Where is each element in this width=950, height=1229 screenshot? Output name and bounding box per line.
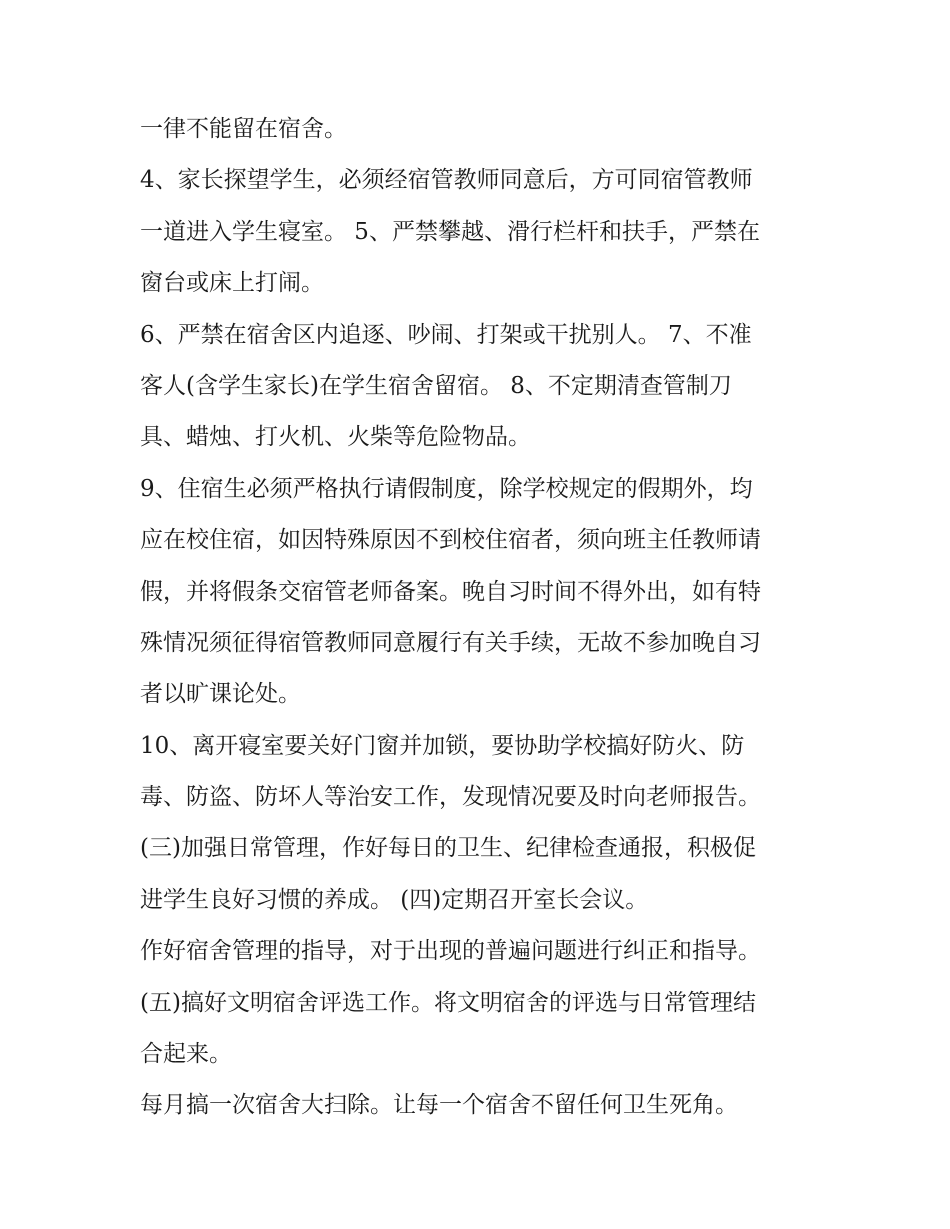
text-line: 殊情况须征得宿管教师同意履行有关手续，无故不参加晚自习	[140, 629, 761, 656]
text-line: 具、蜡烛、打火机、火柴等危险物品。	[140, 424, 531, 451]
text-line: 一道进入学生寝室。 5、严禁攀越、滑行栏杆和扶手，严禁在	[140, 218, 760, 245]
text-line: 合起来。	[140, 1041, 232, 1068]
text-line: 应在校住宿，如因特殊原因不到校住宿者，须向班主任教师请	[140, 527, 761, 554]
text-line: 9、住宿生必须严格执行请假制度，除学校规定的假期外，均	[140, 475, 753, 502]
text-line: 进学生良好习惯的养成。 (四)定期召开室长会议。	[140, 886, 649, 913]
text-line: 10、离开寝室要关好门窗并加锁，要协助学校搞好防火、防	[140, 732, 745, 759]
text-line: 6、严禁在宿舍区内追逐、吵闹、打架或干扰别人。 7、不准	[140, 321, 752, 348]
text-line: (五)搞好文明宿舍评选工作。将文明宿舍的评选与日常管理结	[140, 989, 756, 1016]
text-line: 作好宿舍管理的指导，对于出现的普遍问题进行纠正和指导。	[140, 938, 761, 965]
text-line: 4、家长探望学生，必须经宿管教师同意后，方可同宿管教师	[140, 167, 753, 194]
text-line: 客人(含学生家长)在学生宿舍留宿。 8、不定期清查管制刀	[140, 372, 732, 399]
text-line: (三)加强日常管理，作好每日的卫生、纪律检查通报，积极促	[140, 835, 756, 862]
text-line: 窗台或床上打闹。	[140, 270, 324, 297]
text-line: 毒、防盗、防坏人等治安工作，发现情况要及时向老师报告。	[140, 784, 761, 811]
document-body	[140, 104, 820, 1132]
text-line: 者以旷课论处。	[140, 681, 301, 708]
text-line: 假，并将假条交宿管老师备案。晚自习时间不得外出，如有特	[140, 578, 761, 605]
text-line: 一律不能留在宿舍。	[140, 116, 347, 142]
text-line: 每月搞一次宿舍大扫除。让每一个宿舍不留任何卫生死角。	[140, 1092, 738, 1119]
